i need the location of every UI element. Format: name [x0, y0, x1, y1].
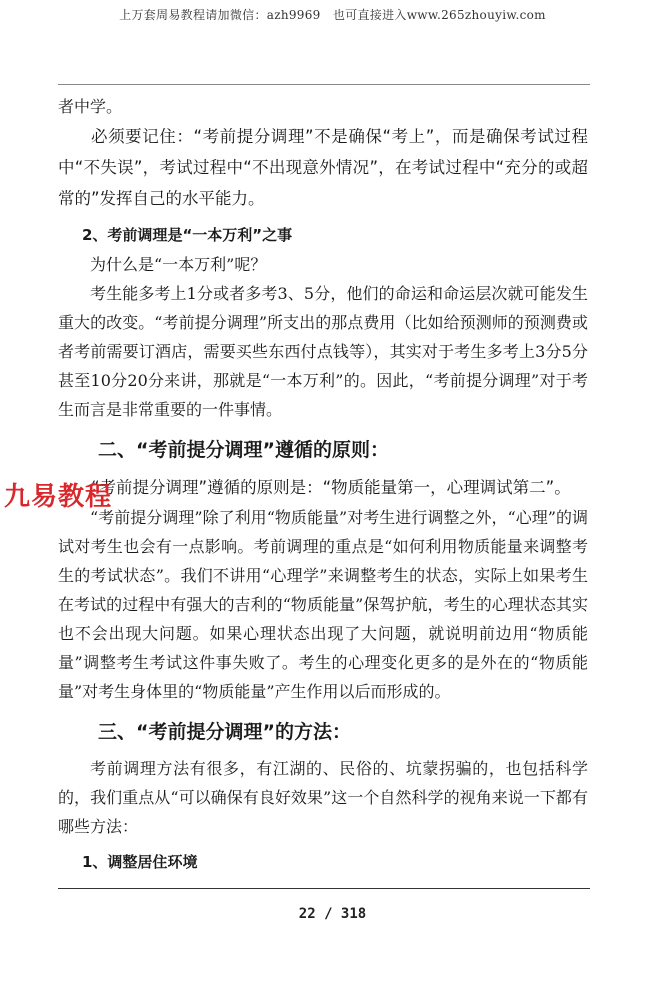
paragraph-score-impact: 考生能多考上1分或者多考3、5分，他们的命运和命运层次就可能发生重大的改变。“考前提分调理”所支出的那点费用（比如给预测师的预测费或者考前需要订酒店，需要买些东西付点钱等），其实对于考生多考上3分5分甚至10分20分来讲，那就是“一本万利”的。因此，“考前提分调理”对于考生而言是非常重要的一件事情。	[58, 284, 588, 419]
top-rule	[58, 84, 590, 85]
paragraph-material-energy: “考前提分调理”除了利用“物质能量”对考生进行调整之外，“心理”的调试对考生也会有一点影响。考前调理的重点是“如何利用物质能量来调整考生的考试状态”。我们不讲用“心理学”来调整考生的状态，实际上如果考生在考试的过程中有强大的吉利的“物质能量”保驾护航，考生的心理状态其实也不会出现大问题。如果心理状态出现了大问题，就说明前边用“物质能量”调整考生考试这件事失败了。考生的心理变化更多的是外在的“物质能量”对考生身体里的“物质能量”产生作用以后而形成的。	[58, 508, 588, 701]
section-heading-methods: 三、“考前提分调理”的方法：	[98, 721, 351, 743]
bottom-rule	[58, 888, 590, 889]
paragraph-principle: “考前提分调理”遵循的原则是：“物质能量第一，心理调试第二”。	[91, 478, 571, 497]
subheading-one-investment: 2、考前调理是“一本万利”之事	[82, 226, 293, 244]
section-heading-principles: 二、“考前提分调理”遵循的原则：	[98, 439, 389, 461]
header-note: 上万套周易教程请加微信：azh9969 也可直接进入www.265zhouyiw.com	[119, 8, 546, 22]
watermark-logo: 九易教程	[4, 482, 113, 512]
page-content	[58, 92, 588, 877]
paragraph-question: 为什么是“一本万利”呢？	[90, 255, 267, 274]
paragraph-continuation: 者中学。	[58, 97, 123, 116]
page-number: 22 / 318	[298, 906, 367, 922]
paragraph-remember: 必须要记住：“考前提分调理”不是确保“考上”，而是确保考试过程中“不失误”，考试过程中“不出现意外情况”，在考试过程中“充分的或超常的”发挥自己的水平能力。	[58, 127, 588, 208]
paragraph-methods: 考前调理方法有很多，有江湖的、民俗的、坑蒙拐骗的，也包括科学的，我们重点从“可以确保有良好效果”这一个自然科学的视角来说一下都有哪些方法：	[58, 759, 588, 836]
subheading-living-environment: 1、调整居住环境	[82, 853, 198, 871]
